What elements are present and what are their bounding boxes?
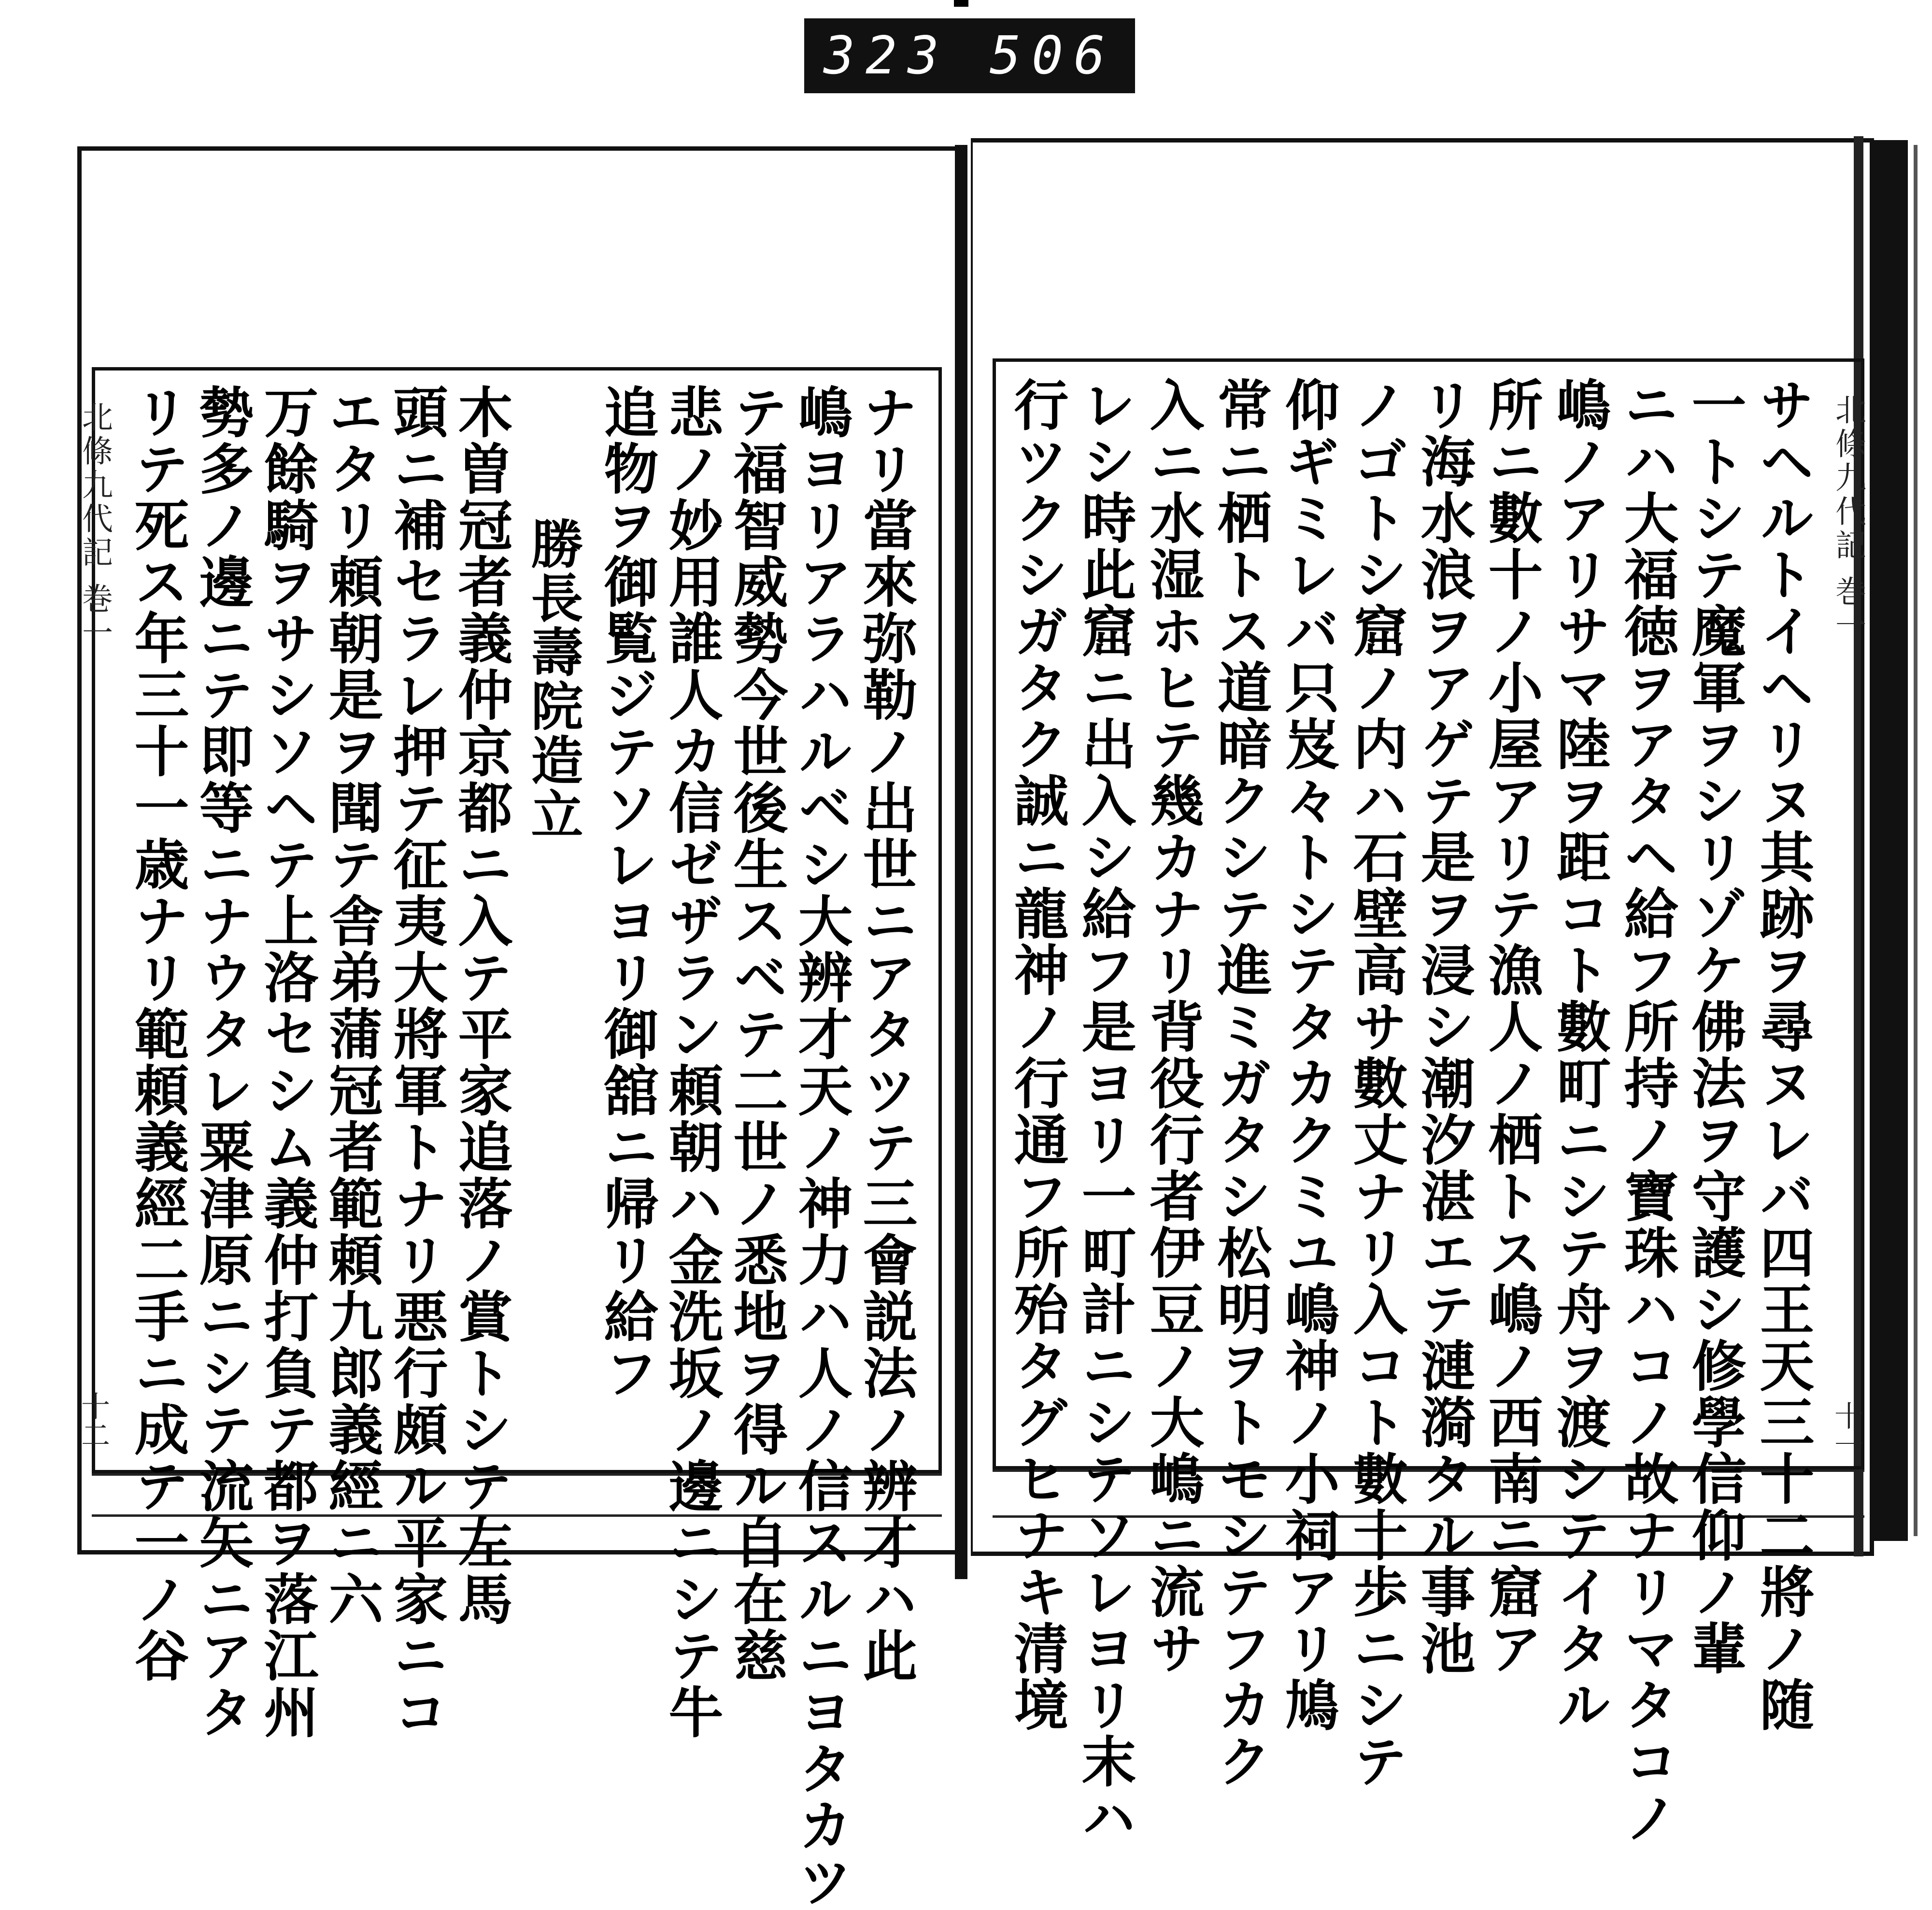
left-text-line: リテ死ス年三十一歳ナリ範頼義經二手ニ成テ一ノ谷 (126, 384, 190, 1684)
right-text-line: 入ニ水湿ホヒテ幾カナリ背役行者伊豆ノ大嶋ニ流サ (1141, 377, 1205, 1677)
right-text-line: サヘルトイヘリヌ其跡ヲ尋ヌレバ四王天三十二將ノ随 (1751, 377, 1815, 1733)
catalog-label-plate (804, 18, 1135, 93)
catalog-number-1: 323 (824, 26, 950, 86)
left-text-line: 頭ニ補セラレ押テ征夷大將軍トナリ悪行頗ル平家ニコ (384, 384, 449, 1740)
right-text-line: ニハ大福徳ヲアタヘ給フ所持ノ寶珠ハコノ故ナリマタコノ (1615, 377, 1679, 1846)
right-text-line: 嶋ノアリサマ陸ヲ距コト數町ニシテ舟ヲ渡シテイタル (1548, 377, 1612, 1733)
right-text-line: レシ時此窟ニ出入シ給フ是ヨリ一町計ニシテソレヨリ末ハ (1073, 377, 1137, 1846)
book-binding-gutter (955, 145, 967, 1579)
right-volume-text: 巻一 (1830, 575, 1866, 643)
left-text-line: ナリ當來弥勒ノ出世ニアタツテ三會説法ノ辨才ハ此 (854, 384, 918, 1684)
right-folio: 十一 (1830, 1401, 1863, 1459)
left-text-line: 追物ヲ御覧ジテソレヨリ御舘ニ帰リ給フ (595, 384, 659, 1401)
right-text-line: リ海水浪ヲアゲテ是ヲ浸シ潮汐湛エテ漣漪タル事池 (1412, 377, 1476, 1677)
book-cover-edge-outer (1914, 145, 1918, 1536)
left-running-title-text: 北條九代記 (77, 401, 113, 570)
left-folio: 十二 (76, 1391, 110, 1449)
left-text-line: 勢多ノ邊ニテ即等ニナウタレ粟津原ニシテ流矢ニアタ (190, 384, 255, 1740)
right-text-line: 行ツクシガタク誠ニ龍神ノ行通フ所殆タグヒナキ清境 (1005, 377, 1069, 1733)
top-center-mark (954, 0, 968, 7)
right-text-line: 仰ギミレバ只岌々トシテタカクミユ嶋神ノ小祠アリ鳩 (1276, 377, 1340, 1733)
left-volume-text: 巻一 (77, 583, 113, 651)
left-running-title (72, 401, 117, 650)
left-text-line: 悲ノ妙用誰人カ信ゼザラン頼朝ハ金洗坂ノ邊ニシテ牛 (660, 384, 724, 1740)
right-running-title-text: 北條九代記 (1830, 394, 1866, 563)
left-text-line: エタリ頼朝是ヲ聞テ舎弟蒲冠者範頼九郎義經ニ六 (320, 384, 384, 1627)
right-running-title (1826, 394, 1870, 643)
right-text-line: 所ニ數十ノ小屋アリテ漁人ノ栖トス嶋ノ西南ニ窟ア (1479, 377, 1544, 1677)
right-text-line: 一トシテ魔軍ヲシリゾケ佛法ヲ守護シ修學信仰ノ輩 (1683, 377, 1747, 1677)
left-text-line: 万餘騎ヲサシソヘテ上洛セシム義仲打負テ都ヲ落江州 (255, 384, 319, 1740)
right-text-line: ノゴトシ窟ノ内ハ石壁高サ數丈ナリ入コト數十歩ニシテ (1344, 377, 1408, 1790)
left-text-line: 嶋ヨリアラハルベシ大辨才天ノ神力ハ人ノ信スルニヨタカツ (789, 384, 853, 1910)
left-text-line: テ福智威勢今世後生スベテ二世ノ悉地ヲ得ル自在慈 (724, 384, 789, 1684)
section-heading: 勝長壽院造立 (522, 517, 583, 841)
book-cover-edge (1874, 140, 1908, 1541)
right-text-line: 常ニ栖トス道暗クシテ進ミガタシ松明ヲトモシテフカク (1208, 377, 1273, 1790)
catalog-number-2: 506 (989, 26, 1116, 86)
left-text-line: 木曽冠者義仲京都ニ入テ平家追落ノ賞トシテ左馬 (449, 384, 513, 1627)
